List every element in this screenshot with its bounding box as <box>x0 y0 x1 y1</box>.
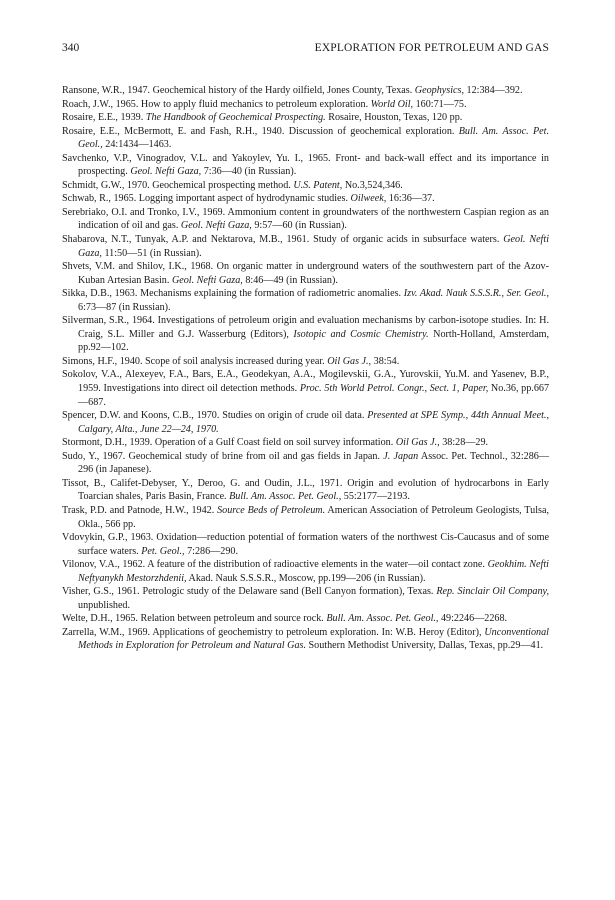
reference-entry <box>62 504 549 531</box>
reference-text: Rosaire, E.E., 1939. <box>62 112 146 124</box>
reference-text: American Association of Petroleum Geologists, Tulsa, Okla., 566 pp. <box>78 504 549 530</box>
reference-entry <box>62 355 549 369</box>
reference-source: U.S. Patent, <box>293 179 343 191</box>
reference-source: Unconventional Methods in Exploration for Petroleum and Natural Gas. <box>78 626 549 652</box>
reference-entry <box>62 612 549 626</box>
reference-text: 11:50—51 (in Russian). <box>101 247 202 259</box>
reference-entry <box>62 368 549 409</box>
reference-entry <box>62 409 549 436</box>
reference-text: 8:46—49 (in Russian). <box>242 274 338 286</box>
reference-text: North-Holland, Amsterdam, pp.92—102. <box>78 328 549 354</box>
reference-text: Silverman, S.R., 1964. Investigations of petroleum origin and evaluation mechanisms by carbon-isotope studies. In: H. Craig, S.L. Miller and G.J. Wasserburg (Editors), <box>62 315 549 340</box>
reference-source: Geol. Nefti Gaza, <box>171 274 243 286</box>
reference-entry <box>62 558 549 585</box>
reference-source: Geokhim. Nefti Neftyanykh Mestorzhdenii, <box>78 559 549 584</box>
reference-source: World Oil, <box>370 98 414 110</box>
reference-text: Schwab, R., 1965. Logging important aspect of hydrodynamic studies. <box>62 193 351 205</box>
reference-source: Rep. Sinclair Oil Company, <box>436 586 549 598</box>
reference-text: Sokolov, V.A., Alexeyev, F.A., Bars, E.A., Geodekyan, A.A., Mogilevskii, G.A., Yurovskii, Yu.M. and Yasenev, B.P., 1959. Investigations into direct oil detection methods. <box>62 369 549 395</box>
reference-entry <box>62 179 549 193</box>
reference-text: Trask, P.D. and Patnode, H.W., 1942. <box>62 504 218 516</box>
reference-source: Oil Gas J., <box>327 355 372 367</box>
reference-text: Tissot, B., Califet-Debyser, Y., Deroo, G. and Oudin, J.L., 1971. Origin and evolution of hydrocarbons in Early Toarcian shales, Paris Basin, France. <box>62 477 549 503</box>
reference-source: J. Japan <box>383 450 419 462</box>
reference-entry <box>62 585 549 612</box>
reference-entry <box>62 111 549 125</box>
reference-source: Bull. Am. Assoc. Pet. Geol., <box>326 613 439 625</box>
reference-text: Simons, H.F., 1940. Scope of soil analysis increased during year. <box>62 355 328 367</box>
reference-text: Sikka, D.B., 1963. Mechanisms explaining the formation of radiometric anomalies. <box>62 288 404 300</box>
reference-text: Shabarova, N.T., Tunyak, A.P. and Nektarova, M.B., 1961. Study of organic acids in subsurface waters. <box>62 234 504 246</box>
reference-text: 12:384—392. <box>463 85 523 96</box>
reference-text: Welte, D.H., 1965. Relation between petroleum and source rock. <box>62 613 327 625</box>
reference-text: Rosaire, E.E., McBermott, E. and Fash, R.H., 1940. Discussion of geochemical exploration. <box>62 125 459 137</box>
page-number: 340 <box>62 42 80 54</box>
reference-entry <box>62 152 549 179</box>
reference-entry <box>62 260 549 287</box>
reference-text: 7:286—290. <box>184 545 239 557</box>
reference-entry <box>62 233 549 260</box>
reference-text: Stormont, D.H., 1939. Operation of a Gulf Coast field on soil survey information. <box>62 437 396 449</box>
reference-source: Oil Gas J., <box>395 437 440 449</box>
reference-source: Bull. Am. Assoc. Pet. Geol., <box>229 491 342 503</box>
reference-source: Geophysics, <box>414 85 464 96</box>
reference-text: Roach, J.W., 1965. How to apply fluid mechanics to petroleum exploration. <box>62 98 371 110</box>
reference-source: Geol. Nefti Gaza, <box>130 166 202 178</box>
reference-source: Bull. Am. Assoc. Pet. Geol., <box>78 125 549 151</box>
reference-text: Ransone, W.R., 1947. Geochemical history of the Hardy oilfield, Jones County, Texas. <box>62 85 415 96</box>
reference-source: Isotopic and Cosmic Chemistry. <box>293 328 429 340</box>
reference-text: Schmidt, G.W., 1970. Geochemical prospecting method. <box>62 179 294 191</box>
reference-text: 38:28—29. <box>439 437 489 449</box>
reference-text: Zarrella, W.M., 1969. Applications of geochemistry to petroleum exploration. In: W.B. Heroy (Editor), <box>62 626 485 638</box>
reference-entry <box>62 287 549 314</box>
reference-source: The Handbook of Geochemical Prospecting. <box>145 112 326 124</box>
reference-text: 55:2177—2193. <box>341 491 410 503</box>
reference-entry <box>62 314 549 355</box>
reference-text: unpublished. <box>78 599 131 611</box>
reference-text: Visher, G.S., 1961. Petrologic study of the Delaware sand (Bell Canyon formation), Texas. <box>62 586 437 598</box>
reference-text: 160:71—75. <box>413 98 467 110</box>
reference-source: Geol. Nefti Gaza, <box>78 234 550 259</box>
reference-list <box>62 84 549 653</box>
reference-entry <box>62 98 549 112</box>
reference-text: 7:36—40 (in Russian). <box>201 166 297 178</box>
reference-text: Serebriako, O.I. and Tronko, I.V., 1969. Ammonium content in groundwaters of the northwestern Caspian region as an indication of oil and gas. <box>62 206 549 232</box>
reference-text: Rosaire, Houston, Texas, 120 pp. <box>325 112 463 124</box>
reference-source: Geol. Nefti Gaza, <box>180 220 252 232</box>
reference-text: No.3,524,346. <box>342 179 403 191</box>
reference-text: Assoc. Pet. Technol., 32:286—296 (in Japanese). <box>78 450 549 476</box>
reference-entry <box>62 192 549 206</box>
reference-text: 49:2246—2268. <box>438 613 508 625</box>
reference-source: Oilweek, <box>350 193 387 205</box>
reference-text: No.36, pp.667—687. <box>78 383 550 408</box>
reference-text: Sudo, Y., 1967. Geochemical study of brine from oil and gas fields in Japan. <box>62 450 384 462</box>
reference-text: 24:1434—1463. <box>102 139 172 151</box>
reference-source: Source Beds of Petroleum. <box>217 504 326 516</box>
reference-text: 38:54. <box>371 355 400 367</box>
reference-text: Akad. Nauk S.S.S.R., Moscow, pp.199—206 (in Russian). <box>186 572 426 584</box>
reference-text: Southern Methodist University, Dallas, Texas, pp.29—41. <box>306 640 544 652</box>
reference-source: Pet. Geol., <box>141 545 185 557</box>
reference-source: Proc. 5th World Petrol. Congr., Sect. 1, Paper, <box>299 383 489 395</box>
reference-text: 9:57—60 (in Russian). <box>251 220 347 232</box>
reference-entry <box>62 125 549 152</box>
reference-text: Spencer, D.W. and Koons, C.B., 1970. Studies on origin of crude oil data. <box>62 410 368 422</box>
reference-text: Savchenko, V.P., Vinogradov, V.L. and Yakoylev, Yu. I., 1965. Front- and back-wall effect and its importance in prospecting. <box>62 152 549 178</box>
reference-entry <box>62 531 549 558</box>
reference-text: Vilonov, V.A., 1962. A feature of the distribution of radioactive elements in the water—oil contact zone. <box>62 559 488 571</box>
reference-text: Vdovykin, G.P., 1963. Oxidation—reduction potential of formation waters of the northwest Cis-Caucasus and of some surface waters. <box>62 532 549 557</box>
reference-entry <box>62 477 549 504</box>
reference-source: Izv. Akad. Nauk S.S.S.R., Ser. Geol., <box>403 288 549 300</box>
running-title: EXPLORATION FOR PETROLEUM AND GAS <box>314 42 549 54</box>
reference-text: 6:73—87 (in Russian). <box>78 301 171 313</box>
reference-entry <box>62 450 549 477</box>
page-header <box>62 42 549 58</box>
reference-entry <box>62 206 549 233</box>
reference-entry <box>62 84 549 98</box>
reference-source: Presented at SPE Symp., 44th Annual Meet., Calgary, Alta., June 22—24, 1970. <box>78 410 549 435</box>
reference-entry <box>62 436 549 450</box>
reference-text: Shvets, V.M. and Shilov, I.K., 1968. On organic matter in underground waters of the southwestern part of the Azov-Kuban Artesian Basin. <box>62 261 549 286</box>
reference-text: 16:36—37. <box>386 193 435 205</box>
reference-entry <box>62 626 549 653</box>
